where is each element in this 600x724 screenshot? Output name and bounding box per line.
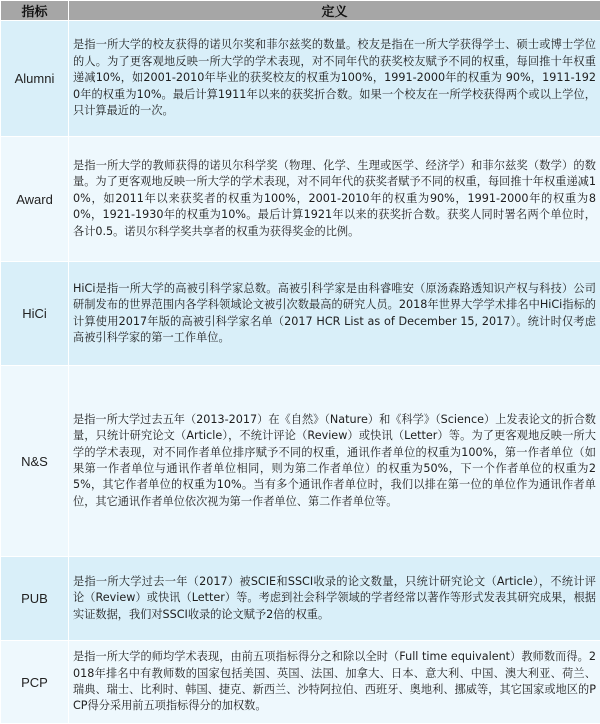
indicator-definition: 是指一所大学过去五年（2013-2017）在《自然》（Nature）和《科学》（Science）上发表论文的折合数量，只统计研究论文（Article），不统计评论（Review）或快讯（Letter）等。为了更客观地反映一所大学的学术表现，对不同作者单位排序赋予不同的权重，通讯作者单位的权重为100%，第一作者单位（如果第一作者单位与通讯作者单位相同，则为第二作者单位）的权重为50%，下一个作者单位的权重为25%，其它作者单位的权重为10%。当有多个通讯作者单位时，我们以排在第一位的单位作为通讯作者单位，其它通讯作者单位依次视为第一作者单位、第二作者单位等。 <box>69 366 600 557</box>
indicator-column-header: 指标 <box>1 1 69 21</box>
table-row <box>1 262 600 366</box>
table-row <box>1 557 600 641</box>
indicator-definition: 是指一所大学的师均学术表现，由前五项指标得分之和除以全时（Full time equivalent）教师数而得。2018年排名中有教师数的国家包括美国、英国、法国、加拿大、日本、意大利、中国、澳大利亚、荷兰、瑞典、瑞士、比利时、韩国、捷克、新西兰、沙特阿拉伯、西班牙、奥地利、挪威等，其它国家或地区的PCP得分采用前五项指标得分的加权数。 <box>69 641 600 724</box>
indicator-name: N&S <box>1 366 69 557</box>
indicator-name: Award <box>1 137 69 262</box>
indicator-name: PCP <box>1 641 69 724</box>
header-row <box>1 1 600 21</box>
indicator-name: HiCi <box>1 262 69 366</box>
indicator-definition: HiCi是指一所大学的高被引科学家总数。高被引科学家是由科睿唯安（原汤森路透知识产权与科技）公司研制发布的世界范围内各学科领域论文被引次数最高的研究人员。2018年世界大学学术排名中HiCi指标的计算使用2017年版的高被引科学家名单（2017 HCR List as of December 15, 2017）。统计时仅考虑高被引科学家的第一工作单位。 <box>69 262 600 366</box>
table-row <box>1 641 600 724</box>
indicator-name: Alumni <box>1 21 69 137</box>
table-row <box>1 21 600 137</box>
definition-column-header: 定义 <box>69 1 600 21</box>
indicator-name: PUB <box>1 557 69 641</box>
indicator-definition: 是指一所大学的教师获得的诺贝尔科学奖（物理、化学、生理或医学、经济学）和菲尔兹奖（数学）的数量。为了更客观地反映一所大学的学术表现，对不同年代的获奖者赋予不同的权重，每回推十年权重递减10%，如2011年以来获奖者的权重为100%，2001-2010年的权重为90%，1991-2000年的权重为80%，1921-1930年的权重为10%。最后计算1921年以来的获奖折合数。获奖人同时署名两个单位时，各计0.5。诺贝尔科学奖共享者的权重为获得奖金的比例。 <box>69 137 600 262</box>
indicator-definition: 是指一所大学的校友获得的诺贝尔奖和菲尔兹奖的数量。校友是指在一所大学获得学士、硕士或博士学位的人。为了更客观地反映一所大学的学术表现，对不同年代的获奖校友赋予不同的权重，每回推十年权重递减10%，如2001-2010年毕业的获奖校友的权重为100%，1991-2000年的权重为 90%，1911-1920年的权重为10%。最后计算1911年以来的获奖折合数。如果一个校友在一所学校获得两个或以上学位，只计算最近的一次。 <box>69 21 600 137</box>
table-row <box>1 366 600 557</box>
table-row <box>1 137 600 262</box>
indicator-definition: 是指一所大学过去一年（2017）被SCIE和SSCI收录的论文数量，只统计研究论文（Article），不统计评论（Review）或快讯（Letter）等。考虑到社会科学领域的学者经常以著作等形式发表其研究成果，根据实证数据，我们对SSCI收录的论文赋予2倍的权重。 <box>69 557 600 641</box>
